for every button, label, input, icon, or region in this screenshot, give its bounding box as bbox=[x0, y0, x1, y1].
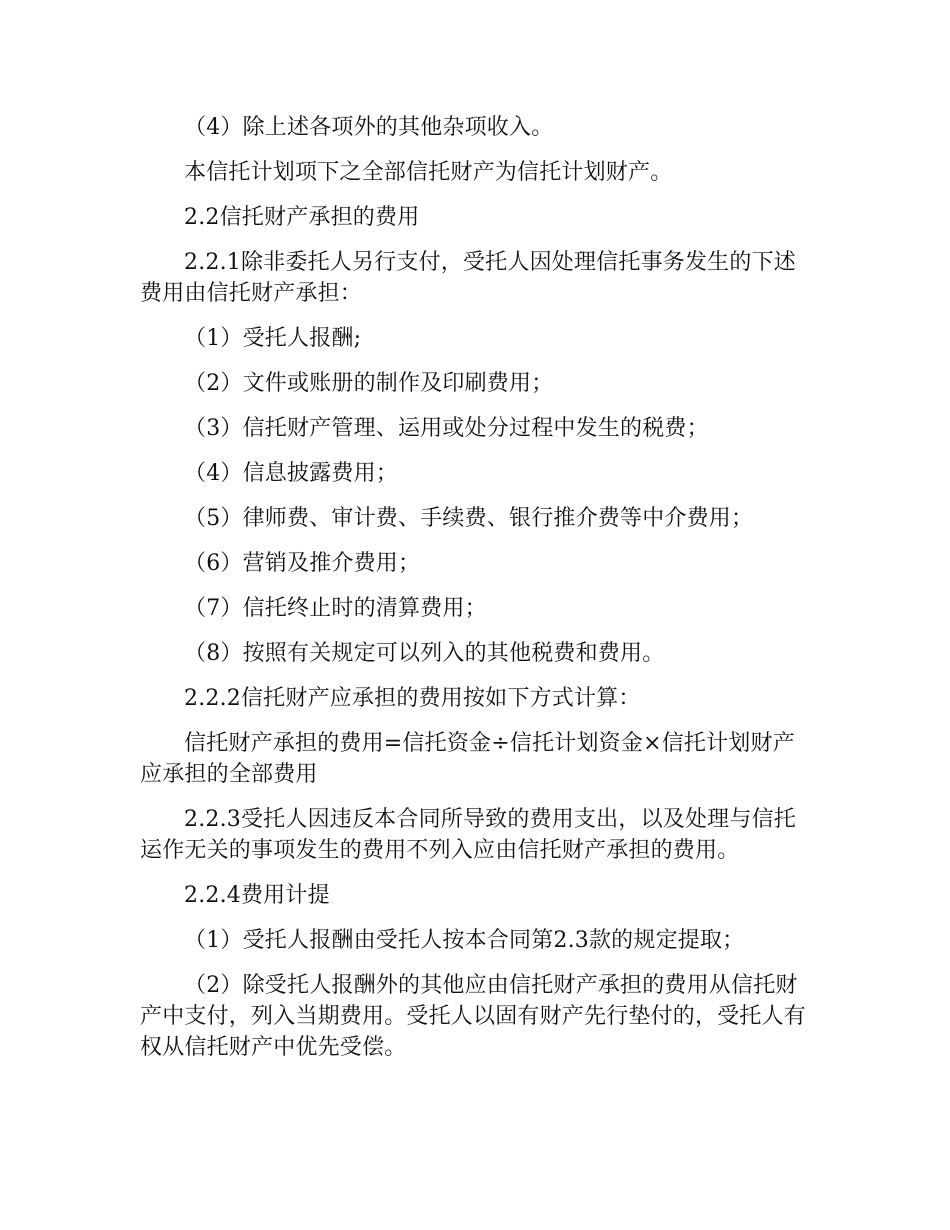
list-item-4: （4）信息披露费用； bbox=[184, 461, 398, 486]
list-item-6: （6）营销及推介费用； bbox=[184, 551, 421, 576]
list-item-fee-1: （1）受托人报酬由受托人按本合同第2.3款的规定提取； bbox=[184, 928, 745, 953]
paragraph-2-2-1: 2.2.1除非委托人另行支付，受托人因处理信托事务发生的下述费用由信托财产承担： bbox=[140, 250, 796, 306]
paragraph-2-2-2: 2.2.2信托财产应承担的费用按如下方式计算： bbox=[184, 686, 641, 711]
list-item-3: （3）信托财产管理、运用或处分过程中发生的税费； bbox=[184, 416, 709, 441]
list-item-fee-2: （2）除受托人报酬外的其他应由信托财产承担的费用从信托财产中支付，列入当期费用。受托人以固有财产先行垫付的，受托人有权从信托财产中优先受偿。 bbox=[140, 973, 807, 1060]
list-item-7: （7）信托终止时的清算费用； bbox=[184, 596, 487, 621]
section-heading-2-2-4: 2.2.4费用计提 bbox=[184, 883, 330, 908]
list-item-5: （5）律师费、审计费、手续费、银行推介费等中介费用； bbox=[184, 506, 754, 531]
section-heading-2-2: 2.2信托财产承担的费用 bbox=[184, 205, 420, 230]
list-item-1: （1）受托人报酬; bbox=[184, 326, 362, 351]
list-item-8: （8）按照有关规定可以列入的其他税费和费用。 bbox=[184, 641, 665, 666]
paragraph-other-income: （4）除上述各项外的其他杂项收入。 bbox=[184, 115, 554, 140]
list-item-2: （2）文件或账册的制作及印刷费用； bbox=[184, 371, 554, 396]
document-body bbox=[140, 112, 810, 1077]
paragraph-2-2-3: 2.2.3受托人因违反本合同所导致的费用支出，以及处理与信托运作无关的事项发生的费用不列入应由信托财产承担的费用。 bbox=[140, 807, 796, 863]
paragraph-fee-formula: 信托财产承担的费用=信托资金÷信托计划资金×信托计划财产应承担的全部费用 bbox=[140, 731, 795, 787]
paragraph-trust-plan-property: 本信托计划项下之全部信托财产为信托计划财产。 bbox=[184, 160, 673, 185]
